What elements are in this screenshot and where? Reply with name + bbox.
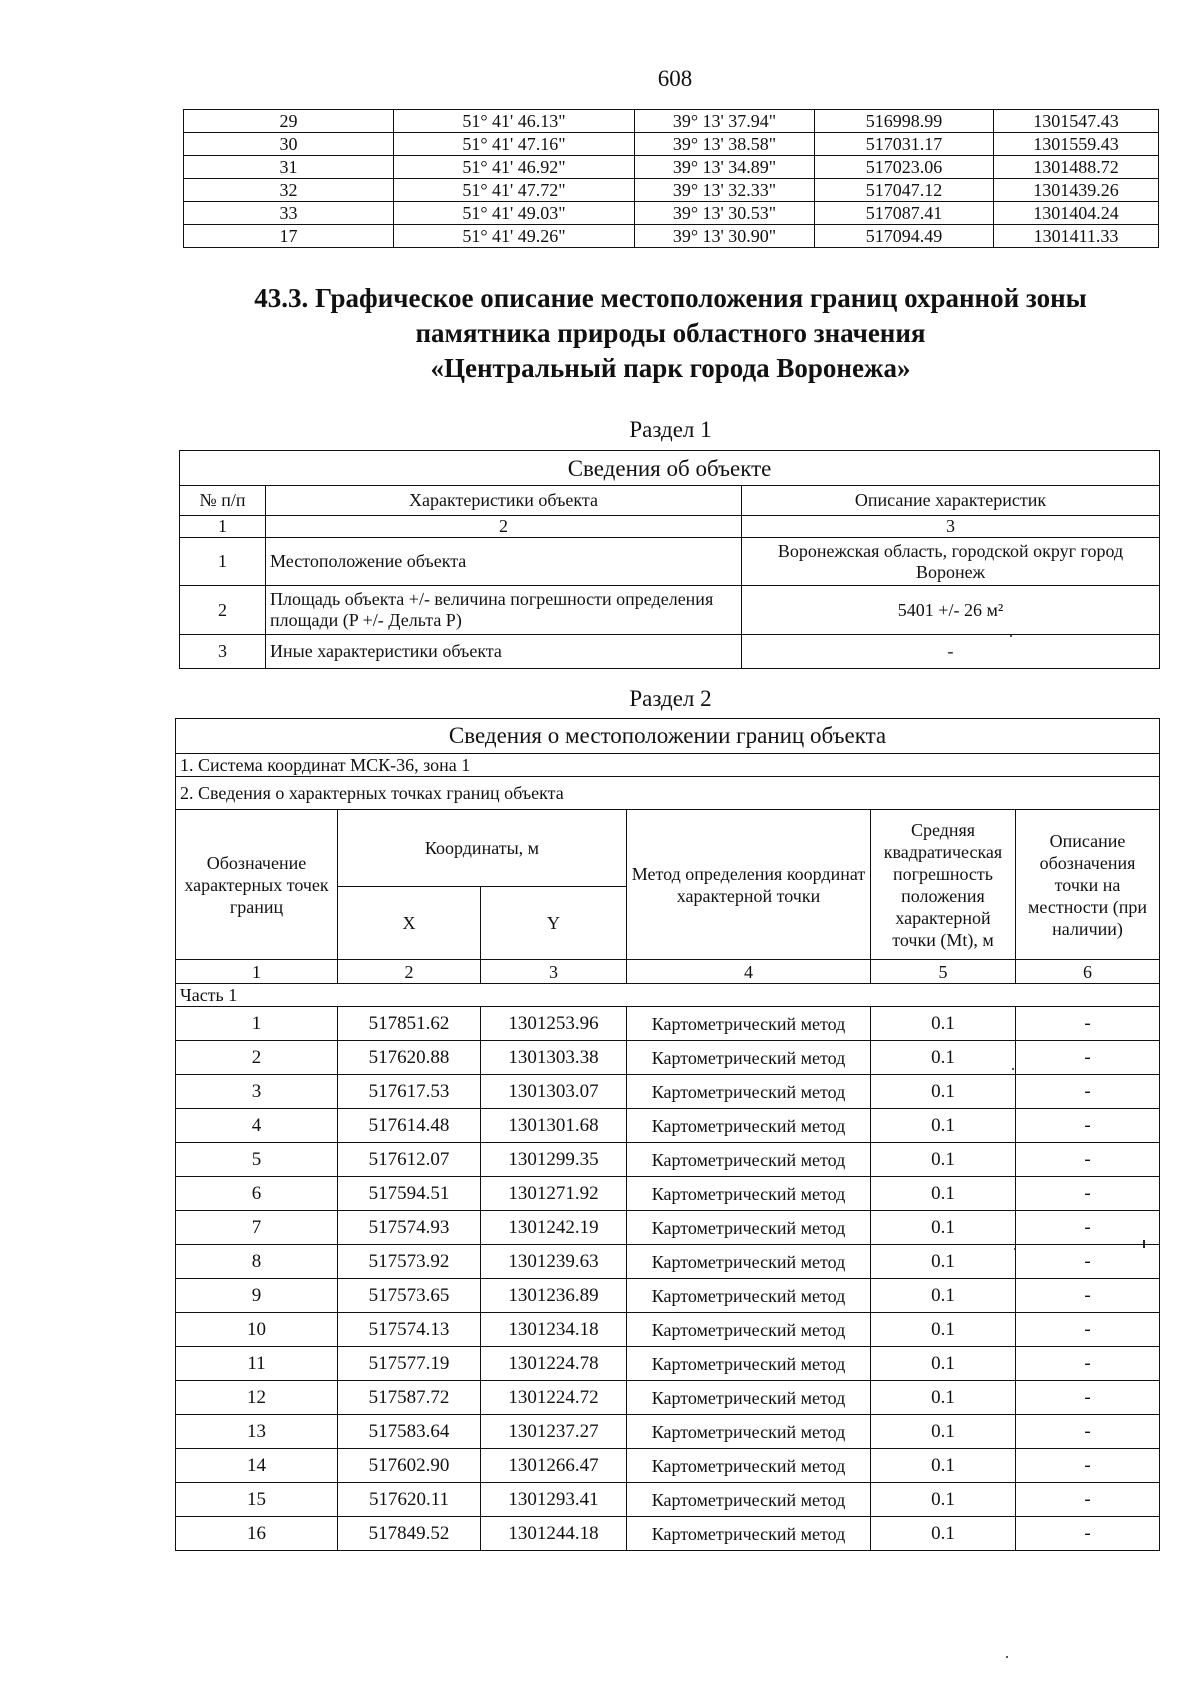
latitude: 51° 41' 46.92"	[394, 156, 635, 179]
method: Картометрический метод	[627, 1143, 871, 1177]
point-description: -	[1016, 1109, 1160, 1143]
longitude: 39° 13' 37.94"	[635, 110, 815, 133]
method: Картометрический метод	[627, 1007, 871, 1041]
y-coordinate: 1301236.89	[481, 1279, 627, 1313]
longitude: 39° 13' 30.53"	[635, 202, 815, 225]
point-description: -	[1016, 1211, 1160, 1245]
x-coordinate: 517573.65	[338, 1279, 481, 1313]
mean-error: 0.1	[871, 1007, 1016, 1041]
mean-error: 0.1	[871, 1415, 1016, 1449]
point-description: -	[1016, 1415, 1160, 1449]
x-coordinate: 517617.53	[338, 1075, 481, 1109]
y-coordinate: 1301266.47	[481, 1449, 627, 1483]
object-info-caption: Сведения об объекте	[180, 451, 1160, 486]
characteristic-other: Иные характеристики объекта	[266, 635, 742, 669]
y-coordinate: 1301224.72	[481, 1381, 627, 1415]
x-coordinate: 517614.48	[338, 1109, 481, 1143]
table-row	[176, 1483, 1160, 1517]
method: Картометрический метод	[627, 1313, 871, 1347]
scan-speck	[1012, 1068, 1014, 1070]
column-index: 1	[176, 960, 338, 984]
point-number: 5	[176, 1143, 338, 1177]
point-number: 6	[176, 1177, 338, 1211]
x-coordinate: 517577.19	[338, 1347, 481, 1381]
x-coordinate: 517849.52	[338, 1517, 481, 1551]
point-description: -	[1016, 1347, 1160, 1381]
section-title-line-2: памятника природы областного значения	[415, 318, 926, 348]
x-coordinate: 517620.88	[338, 1041, 481, 1075]
table-row	[176, 1075, 1160, 1109]
x-coordinate: 517573.92	[338, 1245, 481, 1279]
y-coordinate: 1301293.41	[481, 1483, 627, 1517]
header-description: Описание характеристик	[742, 486, 1160, 516]
point-description: -	[1016, 1381, 1160, 1415]
y-coordinate: 1301224.78	[481, 1347, 627, 1381]
boundary-points-table	[175, 718, 1160, 1551]
points-caption: 2. Сведения о характерных точках границ объекта	[176, 777, 1160, 810]
latitude: 51° 41' 49.03"	[394, 202, 635, 225]
part-label: Часть 1	[176, 984, 1160, 1007]
y-coordinate: 1301237.27	[481, 1415, 627, 1449]
section-title-line-3: «Центральный парк города Воронежа»	[430, 353, 911, 383]
mean-error: 0.1	[871, 1211, 1016, 1245]
page-number: 608	[657, 66, 693, 91]
column-index: 4	[627, 960, 871, 984]
mean-error: 0.1	[871, 1313, 1016, 1347]
header-error: Средняя квадратическая погрешность положения характерной точки (Mt), м	[871, 810, 1016, 960]
point-number: 4	[176, 1109, 338, 1143]
mean-error: 0.1	[871, 1177, 1016, 1211]
header-x: X	[338, 887, 481, 960]
longitude: 39° 13' 38.58"	[635, 133, 815, 156]
mean-error: 0.1	[871, 1245, 1016, 1279]
x-coordinate: 517574.93	[338, 1211, 481, 1245]
latitude: 51° 41' 46.13"	[394, 110, 635, 133]
scan-speck	[1006, 1656, 1008, 1658]
description-location: Воронежская область, городской округ город Воронеж	[742, 538, 1160, 586]
table-row	[184, 225, 1159, 248]
mean-error: 0.1	[871, 1449, 1016, 1483]
latitude: 51° 41' 47.72"	[394, 179, 635, 202]
point-description: -	[1016, 1245, 1160, 1279]
latitude: 51° 41' 47.16"	[394, 133, 635, 156]
point-number: 14	[176, 1449, 338, 1483]
description-area: 5401 +/- 26 м²	[742, 586, 1160, 635]
point-number: 30	[184, 133, 394, 156]
point-number: 7	[176, 1211, 338, 1245]
row-number: 3	[180, 635, 266, 669]
table-row	[184, 133, 1159, 156]
y-coordinate: 1301271.92	[481, 1177, 627, 1211]
header-point-description: Описание обозначения точки на местности (при наличии)	[1016, 810, 1160, 960]
point-description: -	[1016, 1007, 1160, 1041]
table-row	[176, 1143, 1160, 1177]
y-coordinate: 1301439.26	[994, 179, 1159, 202]
mean-error: 0.1	[871, 1483, 1016, 1517]
x-coordinate: 516998.99	[815, 110, 994, 133]
table-row	[176, 1517, 1160, 1551]
y-coordinate: 1301242.19	[481, 1211, 627, 1245]
method: Картометрический метод	[627, 1517, 871, 1551]
row-number: 1	[180, 538, 266, 586]
method: Картометрический метод	[627, 1177, 871, 1211]
longitude: 39° 13' 34.89"	[635, 156, 815, 179]
x-coordinate: 517594.51	[338, 1177, 481, 1211]
point-number: 32	[184, 179, 394, 202]
table-row	[176, 1245, 1160, 1279]
object-info-table	[179, 450, 1160, 669]
y-coordinate: 1301488.72	[994, 156, 1159, 179]
method: Картометрический метод	[627, 1041, 871, 1075]
y-coordinate: 1301239.63	[481, 1245, 627, 1279]
table-row	[176, 1381, 1160, 1415]
header-number: № п/п	[180, 486, 266, 516]
longitude: 39° 13' 32.33"	[635, 179, 815, 202]
x-coordinate: 517094.49	[815, 225, 994, 248]
x-coordinate: 517087.41	[815, 202, 994, 225]
x-coordinate: 517612.07	[338, 1143, 481, 1177]
table-row	[176, 1415, 1160, 1449]
method: Картометрический метод	[627, 1381, 871, 1415]
column-index: 5	[871, 960, 1016, 984]
method: Картометрический метод	[627, 1449, 871, 1483]
method: Картометрический метод	[627, 1075, 871, 1109]
scan-speck	[1143, 1240, 1145, 1248]
mean-error: 0.1	[871, 1517, 1016, 1551]
point-number: 10	[176, 1313, 338, 1347]
mean-error: 0.1	[871, 1109, 1016, 1143]
y-coordinate: 1301244.18	[481, 1517, 627, 1551]
method: Картометрический метод	[627, 1347, 871, 1381]
method: Картометрический метод	[627, 1483, 871, 1517]
header-coordinates: Координаты, м	[338, 810, 627, 887]
x-coordinate: 517583.64	[338, 1415, 481, 1449]
coordinates-continuation-table	[183, 109, 1159, 248]
column-index: 2	[338, 960, 481, 984]
table-row	[176, 1109, 1160, 1143]
table-row	[184, 202, 1159, 225]
y-coordinate: 1301253.96	[481, 1007, 627, 1041]
point-description: -	[1016, 1075, 1160, 1109]
x-coordinate: 517023.06	[815, 156, 994, 179]
column-index: 2	[266, 516, 742, 538]
coordinate-system: 1. Система координат МСК-36, зона 1	[176, 754, 1160, 777]
y-coordinate: 1301234.18	[481, 1313, 627, 1347]
y-coordinate: 1301303.38	[481, 1041, 627, 1075]
table-row	[176, 1211, 1160, 1245]
mean-error: 0.1	[871, 1381, 1016, 1415]
point-number: 3	[176, 1075, 338, 1109]
header-characteristics: Характеристики объекта	[266, 486, 742, 516]
point-number: 31	[184, 156, 394, 179]
point-number: 17	[184, 225, 394, 248]
header-y: Y	[481, 887, 627, 960]
x-coordinate: 517602.90	[338, 1449, 481, 1483]
point-number: 8	[176, 1245, 338, 1279]
point-number: 2	[176, 1041, 338, 1075]
y-coordinate: 1301547.43	[994, 110, 1159, 133]
y-coordinate: 1301559.43	[994, 133, 1159, 156]
point-description: -	[1016, 1449, 1160, 1483]
point-number: 15	[176, 1483, 338, 1517]
y-coordinate: 1301301.68	[481, 1109, 627, 1143]
point-description: -	[1016, 1041, 1160, 1075]
method: Картометрический метод	[627, 1245, 871, 1279]
point-description: -	[1016, 1517, 1160, 1551]
scan-speck	[1010, 635, 1012, 637]
mean-error: 0.1	[871, 1041, 1016, 1075]
point-number: 13	[176, 1415, 338, 1449]
column-index: 1	[180, 516, 266, 538]
point-number: 16	[176, 1517, 338, 1551]
x-coordinate: 517620.11	[338, 1483, 481, 1517]
method: Картометрический метод	[627, 1109, 871, 1143]
table-row	[176, 1313, 1160, 1347]
x-coordinate: 517587.72	[338, 1381, 481, 1415]
column-index: 6	[1016, 960, 1160, 984]
row-number: 2	[180, 586, 266, 635]
point-description: -	[1016, 1177, 1160, 1211]
y-coordinate: 1301299.35	[481, 1143, 627, 1177]
mean-error: 0.1	[871, 1347, 1016, 1381]
characteristic-location: Местоположение объекта	[266, 538, 742, 586]
table-row	[184, 110, 1159, 133]
point-description: -	[1016, 1483, 1160, 1517]
section-2-label: Раздел 2	[629, 686, 712, 711]
table-row	[176, 1177, 1160, 1211]
point-number: 33	[184, 202, 394, 225]
description-other: -	[742, 635, 1160, 669]
location-caption: Сведения о местоположении границ объекта	[176, 719, 1160, 754]
header-designation: Обозначение характерных точек границ	[176, 810, 338, 960]
header-method: Метод определения координат характерной точки	[627, 810, 871, 960]
point-number: 9	[176, 1279, 338, 1313]
section-1-label: Раздел 1	[629, 417, 712, 442]
point-description: -	[1016, 1279, 1160, 1313]
point-number: 1	[176, 1007, 338, 1041]
point-number: 11	[176, 1347, 338, 1381]
x-coordinate: 517031.17	[815, 133, 994, 156]
table-row	[176, 1007, 1160, 1041]
table-row	[176, 1449, 1160, 1483]
longitude: 39° 13' 30.90"	[635, 225, 815, 248]
section-title-line-1: 43.3. Графическое описание местоположения границ охранной зоны	[254, 283, 1087, 313]
table-row	[184, 179, 1159, 202]
method: Картометрический метод	[627, 1279, 871, 1313]
scan-speck	[1014, 1248, 1016, 1250]
y-coordinate: 1301404.24	[994, 202, 1159, 225]
mean-error: 0.1	[871, 1279, 1016, 1313]
column-index: 3	[742, 516, 1160, 538]
section-title	[183, 281, 1158, 386]
table-row	[176, 1279, 1160, 1313]
mean-error: 0.1	[871, 1075, 1016, 1109]
y-coordinate: 1301303.07	[481, 1075, 627, 1109]
latitude: 51° 41' 49.26"	[394, 225, 635, 248]
y-coordinate: 1301411.33	[994, 225, 1159, 248]
column-index: 3	[481, 960, 627, 984]
method: Картометрический метод	[627, 1211, 871, 1245]
characteristic-area: Площадь объекта +/- величина погрешности определения площади (P +/- Дельта P)	[266, 586, 742, 635]
point-number: 12	[176, 1381, 338, 1415]
point-description: -	[1016, 1143, 1160, 1177]
point-number: 29	[184, 110, 394, 133]
x-coordinate: 517574.13	[338, 1313, 481, 1347]
point-description: -	[1016, 1313, 1160, 1347]
table-row	[176, 1347, 1160, 1381]
mean-error: 0.1	[871, 1143, 1016, 1177]
method: Картометрический метод	[627, 1415, 871, 1449]
x-coordinate: 517047.12	[815, 179, 994, 202]
table-row	[184, 156, 1159, 179]
x-coordinate: 517851.62	[338, 1007, 481, 1041]
